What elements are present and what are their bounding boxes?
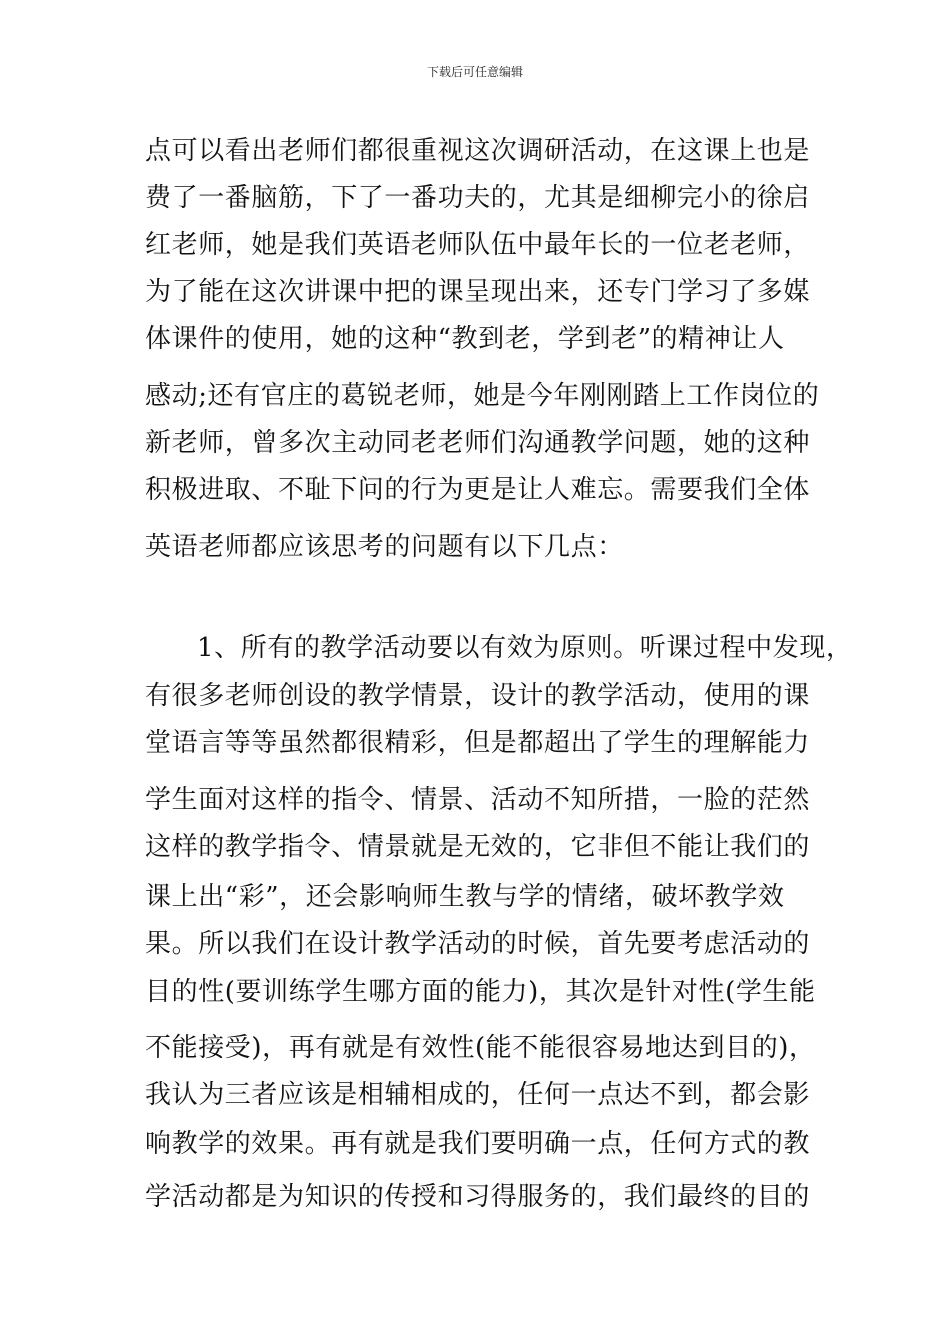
paragraph-line: 红老师，她是我们英语老师队伍中最年长的一位老老师，	[145, 230, 811, 260]
page-header: 下载后可任意编辑	[426, 65, 523, 79]
paragraph-line: 英语老师都应该思考的问题有以下几点：	[145, 532, 624, 562]
paragraph-line: 费了一番脑筋，下了一番功夫的，尤其是细柳完小的徐启	[145, 183, 811, 213]
paragraph-line: 学活动都是为知识的传授和习得服务的，我们最终的目的	[145, 1182, 811, 1212]
paragraph-line: 目的性(要训练学生哪方面的能力)，其次是针对性(学生能	[145, 977, 816, 1007]
paragraph-line: 1、所有的教学活动要以有效为原则。听课过程中发现，	[197, 633, 853, 663]
paragraph-line: 有很多老师创设的教学情景，设计的教学活动，使用的课	[145, 681, 811, 711]
paragraph-line: 体课件的使用，她的这种“教到老，学到老”的精神让人	[145, 324, 785, 354]
paragraph-line: 点可以看出老师们都很重视这次调研活动，在这课上也是	[145, 136, 811, 166]
paragraph-line: 这样的教学指令、情景就是无效的，它非但不能让我们的	[145, 832, 811, 862]
paragraph-line: 学生面对这样的指令、情景、活动不知所措，一脸的茫然	[145, 785, 811, 815]
paragraph-line: 感动;还有官庄的葛锐老师，她是今年刚刚踏上工作岗位的	[145, 381, 820, 411]
paragraph-line: 课上出“彩”，还会影响师生教与学的情绪，破坏教学效	[145, 882, 785, 912]
paragraph-line: 积极进取、不耻下问的行为更是让人难忘。需要我们全体	[145, 475, 811, 505]
paragraph-line: 响教学的效果。再有就是我们要明确一点，任何方式的教	[145, 1129, 811, 1159]
paragraph-line: 堂语言等等虽然都很精彩，但是都超出了学生的理解能力	[145, 728, 811, 758]
paragraph-line: 为了能在这次讲课中把的课呈现出来，还专门学习了多媒	[145, 277, 811, 307]
paragraph-line: 不能接受)，再有就是有效性(能不能很容易地达到目的)，	[145, 1033, 816, 1063]
paragraph-line: 新老师，曾多次主动同老老师们沟通教学问题，她的这种	[145, 428, 811, 458]
paragraph-line: 我认为三者应该是相辅相成的，任何一点达不到，都会影	[145, 1080, 811, 1110]
paragraph-line: 果。所以我们在设计教学活动的时候，首先要考虑活动的	[145, 929, 811, 959]
